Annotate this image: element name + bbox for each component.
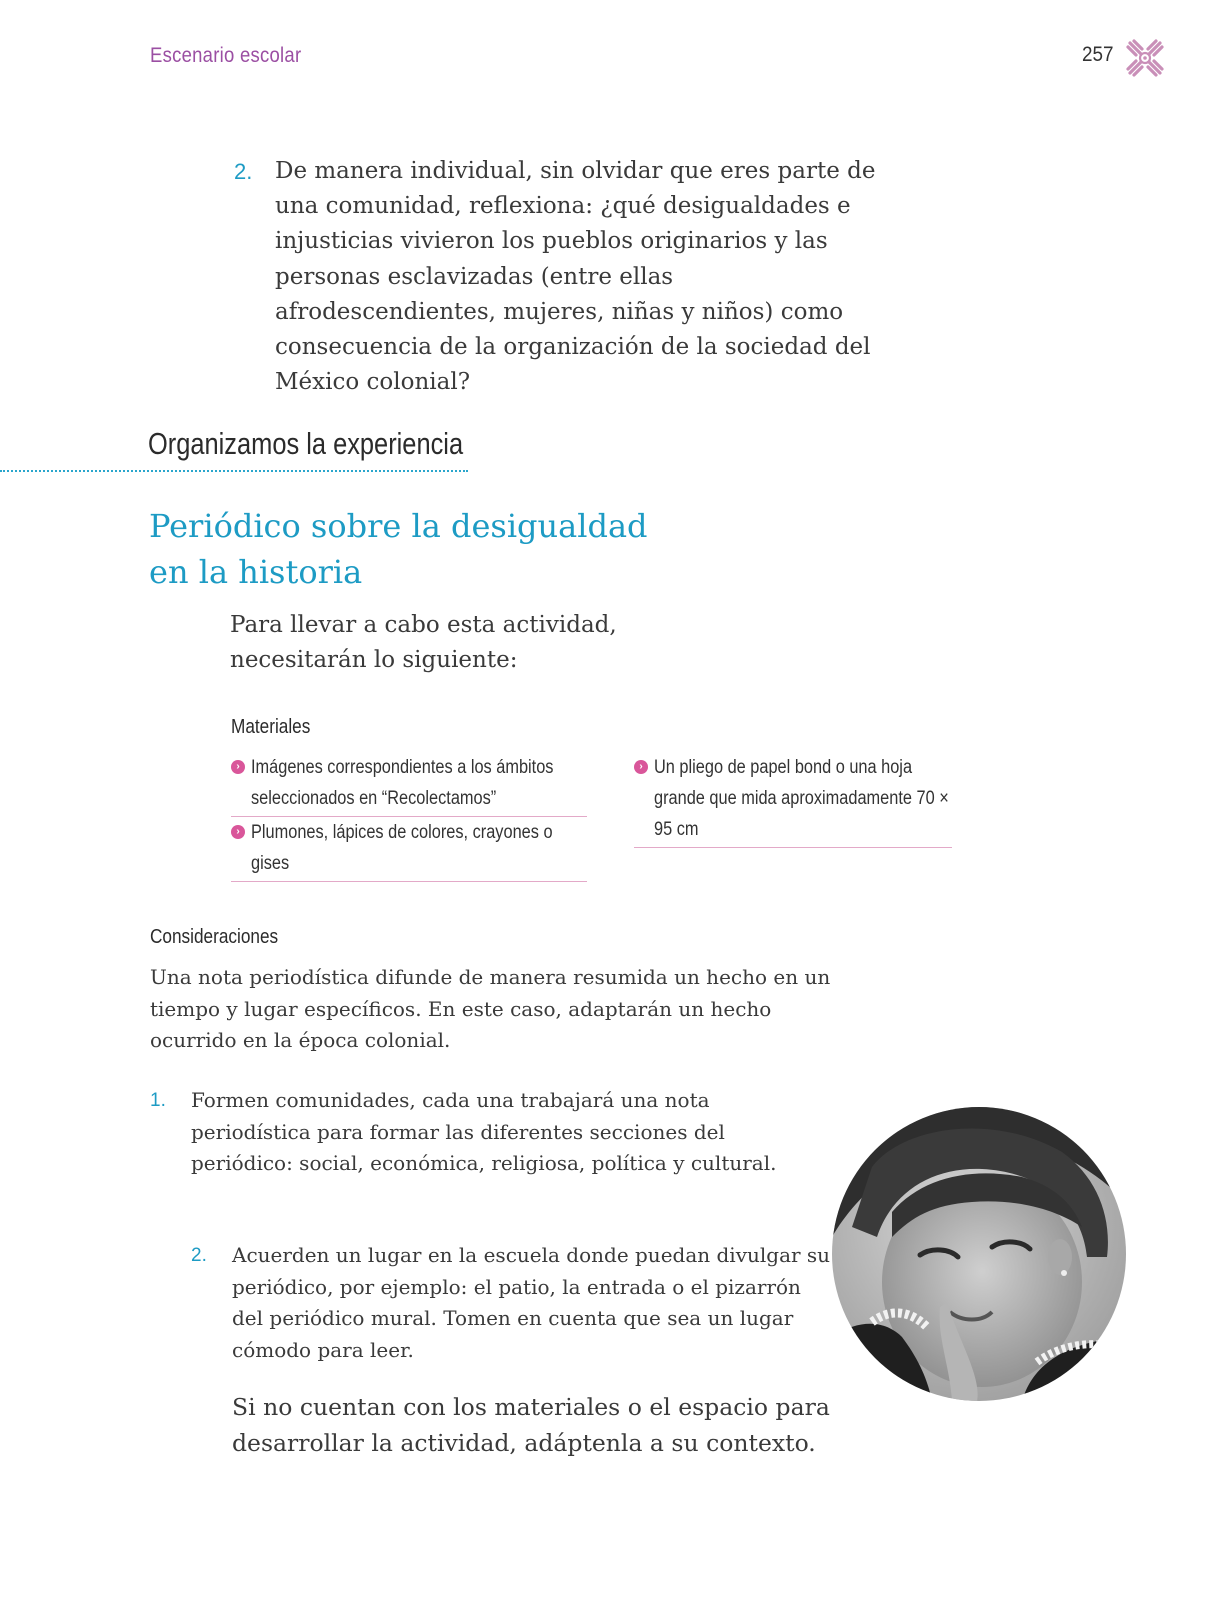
activity-title-line1: Periódico sobre la desigualdad (149, 507, 648, 545)
adaptation-note: Si no cuentan con los materiales o el espacio para desarrollar la actividad, adáptenla a su contexto. (232, 1393, 830, 1457)
dotted-divider (0, 470, 468, 472)
question-text: De manera individual, sin olvidar que eres parte de una comunidad, reflexiona: ¿qué desigualdades e injusticias vivieron los pueblos originarios y las personas esclavizadas (entre ellas afrodescendientes, mujeres, niñas y niños) como consecuencia de la organización de la sociedad del México colonial? (275, 158, 876, 396)
reflection-question (234, 154, 884, 400)
considerations-text: Una nota periodística difunde de manera resumida un hecho en un tiempo y lugar específicos. En este caso, adaptarán un hecho ocurrido en la época colonial. (150, 965, 831, 1052)
materials-list-left (231, 752, 587, 882)
step-number: 1. (150, 1090, 166, 1111)
list-item: › Imágenes correspondientes a los ámbitos seleccionados en “Recolectamos” (231, 752, 587, 817)
page-number: 257 (1082, 43, 1114, 66)
step-number: 2. (191, 1245, 207, 1266)
step-item (150, 1085, 790, 1180)
step-text: Acuerden un lugar en la escuela donde puedan divulgar su periódico, por ejemplo: el patio, la entrada o el pizarrón del periódico mural. Tomen en cuenta que sea un lugar cómodo para leer. (232, 1243, 831, 1362)
activity-title (149, 503, 749, 595)
chevron-right-icon: › (231, 825, 245, 839)
step-text: Formen comunidades, cada una trabajará una nota periodística para formar las diferentes secciones del periódico: social, económica, religiosa, política y cultural. (191, 1088, 777, 1175)
chevron-right-icon: › (634, 760, 648, 774)
star-burst-icon (1125, 38, 1165, 78)
materials-list-right (634, 752, 952, 848)
activity-intro: Para llevar a cabo esta actividad, necesitarán lo siguiente: (230, 612, 617, 673)
step-item (191, 1240, 831, 1366)
materials-label: Materiales (231, 716, 311, 738)
activity-title-line2: en la historia (149, 553, 363, 591)
running-head: Escenario escolar (150, 44, 302, 67)
student-photo (832, 1107, 1126, 1401)
list-item: › Un pliego de papel bond o una hoja grande que mida aproximadamente 70 × 95 cm (634, 752, 952, 848)
list-item: › Plumones, lápices de colores, crayones o gises (231, 817, 587, 882)
section-title: Organizamos la experiencia (148, 426, 464, 461)
question-number: 2. (234, 159, 253, 184)
chevron-right-icon: › (231, 760, 245, 774)
considerations-label: Consideraciones (150, 926, 279, 948)
